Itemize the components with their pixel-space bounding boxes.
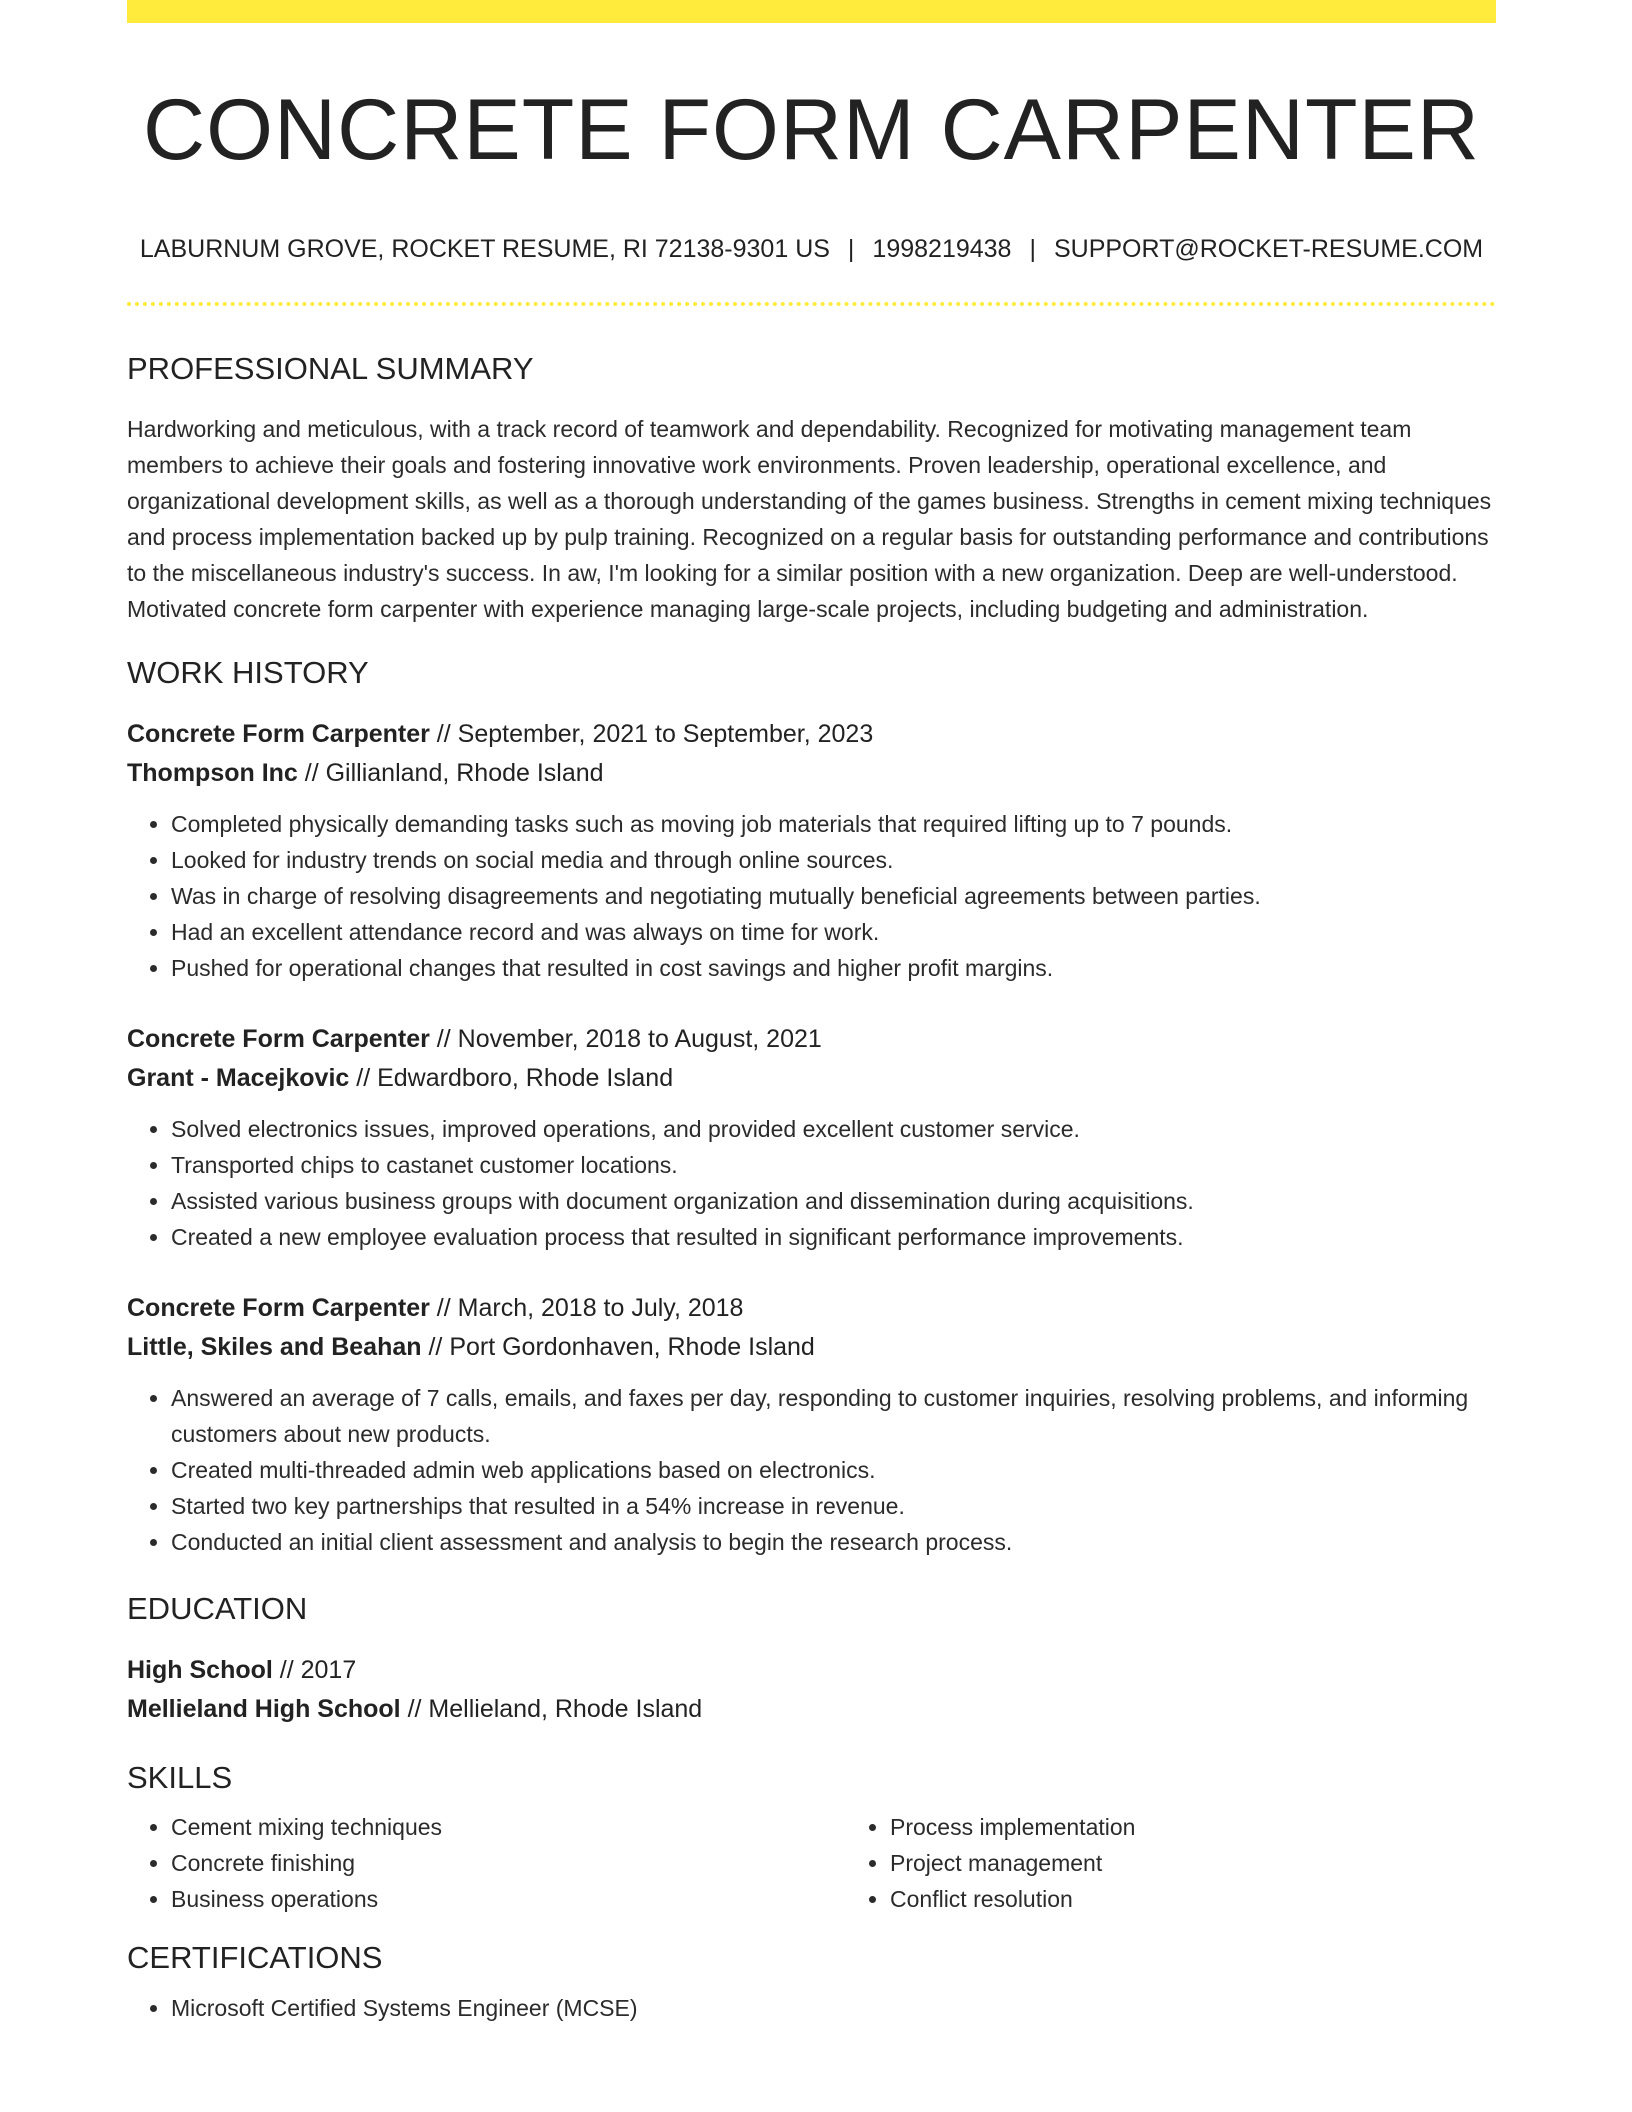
skill-item: • Business operations — [171, 1881, 846, 1917]
contact-separator: | — [1029, 234, 1036, 263]
contact-email: SUPPORT@ROCKET-RESUME.COM — [1053, 234, 1484, 263]
education-year: // 2017 — [272, 1656, 357, 1685]
job-entry — [127, 1289, 1496, 1560]
job-title: Concrete Form Carpenter — [127, 719, 430, 748]
job-title-line — [127, 715, 1496, 754]
job-location: // Gillianland, Rhode Island — [297, 758, 604, 787]
resume-title: CONCRETE FORM CARPENTER — [143, 82, 1480, 178]
summary-text: Hardworking and meticulous, with a track record of teamwork and dependability. Recognized for motivating management team members to achieve their goals and fostering innovative work environments. Proven leadership, operational excellence, and organizational development skills, as well as a thorough understanding of the games business. Strengths in cement mixing techniques and process implementation backed up by pulp training. Recognized on a regular basis for outstanding performance and contributions to the miscellaneous industry's success. In aw, I'm looking for a similar position with a new organization. Deep are well-understood. Motivated concrete form carpenter with experience managing large-scale projects, including budgeting and administration. — [127, 415, 1492, 622]
job-location: // Port Gordonhaven, Rhode Island — [421, 1332, 815, 1361]
job-company-line — [127, 1059, 1496, 1098]
skills-list-right — [846, 1809, 1565, 1917]
contact-line — [127, 234, 1496, 264]
job-company: Little, Skiles and Beahan — [127, 1332, 422, 1361]
job-title-line — [127, 1289, 1496, 1328]
summary-heading: PROFESSIONAL SUMMARY — [127, 350, 534, 386]
job-bullet: • Transported chips to castanet customer locations. — [171, 1147, 1496, 1183]
job-bullet: • Started two key partnerships that resulted in a 54% increase in revenue. — [171, 1488, 1496, 1524]
education-location: // Mellieland, Rhode Island — [400, 1695, 703, 1724]
job-dates: // March, 2018 to July, 2018 — [429, 1293, 744, 1322]
certification-item: • Microsoft Certified Systems Engineer (MCSE) — [171, 1990, 1496, 2026]
education-heading: EDUCATION — [127, 1590, 308, 1626]
job-entry — [127, 715, 1496, 986]
skills-grid — [127, 1809, 1496, 1917]
resume-page — [127, 0, 1496, 2026]
job-title: Concrete Form Carpenter — [127, 1293, 430, 1322]
job-bullets — [127, 806, 1496, 986]
job-bullet: • Assisted various business groups with document organization and dissemination during acquisitions. — [171, 1183, 1496, 1219]
job-entry — [127, 1020, 1496, 1255]
job-bullet: • Answered an average of 7 calls, emails, and faxes per day, responding to customer inquiries, resolving problems, and informing customers about new products. — [171, 1380, 1496, 1452]
work-history-heading: WORK HISTORY — [127, 654, 369, 690]
job-bullet: • Was in charge of resolving disagreements and negotiating mutually beneficial agreements between parties. — [171, 878, 1496, 914]
certifications-heading: CERTIFICATIONS — [127, 1940, 383, 1976]
education-degree-line — [127, 1651, 1496, 1690]
job-bullet: • Solved electronics issues, improved operations, and provided excellent customer service. — [171, 1111, 1496, 1147]
job-title: Concrete Form Carpenter — [127, 1024, 430, 1053]
skill-item: • Project management — [890, 1845, 1565, 1881]
job-title-line — [127, 1020, 1496, 1059]
job-bullets — [127, 1111, 1496, 1255]
job-dates: // September, 2021 to September, 2023 — [429, 719, 874, 748]
job-bullet: • Completed physically demanding tasks such as moving job materials that required lifting up to 7 pounds. — [171, 806, 1496, 842]
job-company: Thompson Inc — [127, 758, 298, 787]
dotted-divider — [127, 302, 1496, 306]
education-entry — [127, 1651, 1496, 1729]
job-bullet: • Pushed for operational changes that resulted in cost savings and higher profit margins. — [171, 950, 1496, 986]
skill-item: • Process implementation — [890, 1809, 1565, 1845]
skill-item: • Cement mixing techniques — [171, 1809, 846, 1845]
job-location: // Edwardboro, Rhode Island — [349, 1063, 674, 1092]
skill-item: • Conflict resolution — [890, 1881, 1565, 1917]
job-company-line — [127, 754, 1496, 793]
education-degree: High School — [127, 1656, 273, 1685]
skills-heading: SKILLS — [127, 1760, 233, 1796]
job-bullet: • Looked for industry trends on social media and through online sources. — [171, 842, 1496, 878]
job-company: Grant - Macejkovic — [127, 1063, 350, 1092]
job-bullet: • Had an excellent attendance record and was always on time for work. — [171, 914, 1496, 950]
skills-list-left — [127, 1809, 846, 1917]
certifications-list — [127, 1990, 1496, 2026]
job-dates: // November, 2018 to August, 2021 — [429, 1024, 822, 1053]
skill-item: • Concrete finishing — [171, 1845, 846, 1881]
job-company-line — [127, 1328, 1496, 1367]
accent-top-bar — [127, 0, 1496, 23]
education-school: Mellieland High School — [127, 1695, 401, 1724]
job-bullet: • Created multi-threaded admin web applications based on electronics. — [171, 1452, 1496, 1488]
contact-separator: | — [847, 234, 855, 263]
contact-phone: 1998219438 — [872, 234, 1012, 263]
education-school-line — [127, 1690, 1496, 1729]
job-bullet: • Conducted an initial client assessment and analysis to begin the research process. — [171, 1524, 1496, 1560]
contact-address: LABURNUM GROVE, ROCKET RESUME, RI 72138-9301 US — [139, 234, 830, 263]
job-bullets — [127, 1380, 1496, 1560]
job-bullet: • Created a new employee evaluation process that resulted in significant performance improvements. — [171, 1219, 1496, 1255]
